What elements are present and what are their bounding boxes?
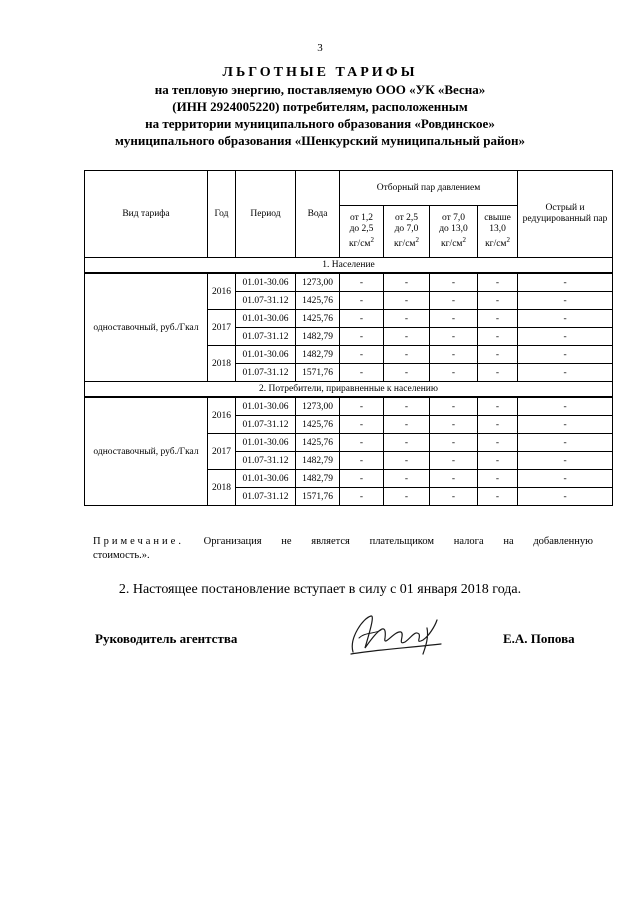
empty-value-cell: - bbox=[518, 488, 613, 506]
title-line-3: (ИНН 2924005220) потребителям, расположенным bbox=[172, 99, 468, 114]
period-cell: 01.07-31.12 bbox=[236, 364, 296, 382]
water-value-cell: 1482,79 bbox=[296, 346, 340, 364]
empty-value-cell: - bbox=[518, 292, 613, 310]
unit-superscript: 2 bbox=[462, 235, 466, 244]
empty-value-cell: - bbox=[340, 397, 384, 416]
empty-value-cell: - bbox=[518, 416, 613, 434]
tariff-type-cell: одноставочный, руб./Гкал bbox=[85, 397, 208, 506]
header-pressure-1 bbox=[340, 206, 384, 258]
empty-value-cell: - bbox=[478, 292, 518, 310]
pressure-label-line: от 1,2 bbox=[349, 212, 374, 223]
empty-value-cell: - bbox=[430, 273, 478, 292]
note-word: налога bbox=[453, 536, 484, 547]
note-word: добавленную bbox=[533, 536, 593, 547]
empty-value-cell: - bbox=[430, 364, 478, 382]
title-line-1: ЛЬГОТНЫЕ ТАРИФЫ bbox=[222, 65, 418, 80]
empty-value-cell: - bbox=[478, 346, 518, 364]
table-header bbox=[85, 171, 613, 258]
pressure-label-line: до 7,0 bbox=[394, 223, 419, 234]
empty-value-cell: - bbox=[518, 273, 613, 292]
period-cell: 01.01-30.06 bbox=[236, 346, 296, 364]
tariff-type-cell: одноставочный, руб./Гкал bbox=[85, 273, 208, 382]
empty-value-cell: - bbox=[518, 470, 613, 488]
period-cell: 01.01-30.06 bbox=[236, 310, 296, 328]
empty-value-cell: - bbox=[430, 292, 478, 310]
document-title bbox=[0, 64, 640, 149]
tariff-table bbox=[84, 170, 613, 506]
empty-value-cell: - bbox=[340, 488, 384, 506]
empty-value-cell: - bbox=[518, 397, 613, 416]
pressure-label-line: $кг/см^2$ bbox=[349, 235, 374, 250]
empty-value-cell: - bbox=[384, 416, 430, 434]
signatory-name: Е.А. Попова bbox=[503, 631, 575, 646]
empty-value-cell: - bbox=[384, 470, 430, 488]
year-cell: 2018 bbox=[208, 346, 236, 382]
empty-value-cell: - bbox=[518, 364, 613, 382]
empty-value-cell: - bbox=[340, 346, 384, 364]
note-word: Организация bbox=[203, 536, 262, 547]
note-line-2: стоимость.». bbox=[93, 550, 150, 561]
note-word: является bbox=[311, 536, 350, 547]
water-value-cell: 1425,76 bbox=[296, 416, 340, 434]
water-value-cell: 1482,79 bbox=[296, 470, 340, 488]
empty-value-cell: - bbox=[518, 452, 613, 470]
pressure-label-line: от 2,5 bbox=[394, 212, 419, 223]
empty-value-cell: - bbox=[478, 397, 518, 416]
period-cell: 01.07-31.12 bbox=[236, 292, 296, 310]
empty-value-cell: - bbox=[430, 470, 478, 488]
empty-value-cell: - bbox=[430, 397, 478, 416]
handwritten-signature bbox=[345, 608, 445, 664]
page-number: 3 bbox=[317, 42, 323, 54]
pressure-label-line: до 13,0 bbox=[439, 223, 468, 234]
empty-value-cell: - bbox=[478, 488, 518, 506]
empty-value-cell: - bbox=[518, 434, 613, 452]
note-word: не bbox=[281, 536, 292, 547]
period-cell: 01.01-30.06 bbox=[236, 470, 296, 488]
empty-value-cell: - bbox=[384, 364, 430, 382]
period-cell: 01.01-30.06 bbox=[236, 273, 296, 292]
water-value-cell: 1482,79 bbox=[296, 328, 340, 346]
empty-value-cell: - bbox=[340, 328, 384, 346]
empty-value-cell: - bbox=[384, 397, 430, 416]
title-line-4: на территории муниципального образования «Ровдинское» bbox=[145, 116, 495, 131]
period-cell: 01.07-31.12 bbox=[236, 328, 296, 346]
empty-value-cell: - bbox=[384, 328, 430, 346]
unit-superscript: 2 bbox=[506, 235, 510, 244]
header-year: Год bbox=[208, 171, 236, 258]
section-title: 2. Потребители, приравненные к населению bbox=[85, 382, 613, 398]
header-tariff-type: Вид тарифа bbox=[85, 171, 208, 258]
year-cell: 2018 bbox=[208, 470, 236, 506]
empty-value-cell: - bbox=[478, 273, 518, 292]
note bbox=[93, 535, 593, 563]
header-period: Период bbox=[236, 171, 296, 258]
table-row bbox=[85, 273, 613, 292]
pressure-label-line: от 7,0 bbox=[441, 212, 466, 223]
empty-value-cell: - bbox=[340, 292, 384, 310]
title-line-5: муниципального образования «Шенкурский муниципальный район» bbox=[115, 133, 525, 148]
empty-value-cell: - bbox=[478, 416, 518, 434]
effective-date-statement: 2. Настоящее постановление вступает в силу с 01 января 2018 года. bbox=[118, 582, 522, 597]
empty-value-cell: - bbox=[478, 452, 518, 470]
period-cell: 01.07-31.12 bbox=[236, 416, 296, 434]
water-value-cell: 1482,79 bbox=[296, 452, 340, 470]
period-cell: 01.01-30.06 bbox=[236, 434, 296, 452]
pressure-label-line: $кг/см^2$ bbox=[485, 235, 510, 250]
empty-value-cell: - bbox=[478, 310, 518, 328]
header-sharp-steam: Острый и редуцированный пар bbox=[518, 171, 613, 258]
note-line-1 bbox=[93, 535, 593, 549]
empty-value-cell: - bbox=[340, 452, 384, 470]
unit-superscript: 2 bbox=[370, 235, 374, 244]
header-pressure-4 bbox=[478, 206, 518, 258]
note-label: Примечание. bbox=[93, 536, 184, 547]
empty-value-cell: - bbox=[340, 416, 384, 434]
section-row bbox=[85, 258, 613, 274]
year-cell: 2017 bbox=[208, 434, 236, 470]
empty-value-cell: - bbox=[384, 452, 430, 470]
water-value-cell: 1425,76 bbox=[296, 434, 340, 452]
empty-value-cell: - bbox=[478, 364, 518, 382]
empty-value-cell: - bbox=[430, 452, 478, 470]
header-pressure-2 bbox=[384, 206, 430, 258]
empty-value-cell: - bbox=[384, 434, 430, 452]
pressure-label-line: $кг/см^2$ bbox=[394, 235, 419, 250]
pressure-label-line: 13,0 bbox=[489, 223, 506, 234]
empty-value-cell: - bbox=[518, 328, 613, 346]
water-value-cell: 1273,00 bbox=[296, 397, 340, 416]
empty-value-cell: - bbox=[430, 346, 478, 364]
empty-value-cell: - bbox=[518, 310, 613, 328]
table-body bbox=[85, 258, 613, 506]
empty-value-cell: - bbox=[518, 346, 613, 364]
empty-value-cell: - bbox=[340, 434, 384, 452]
empty-value-cell: - bbox=[384, 488, 430, 506]
section-row bbox=[85, 382, 613, 398]
year-cell: 2016 bbox=[208, 397, 236, 434]
header-pressure-3 bbox=[430, 206, 478, 258]
empty-value-cell: - bbox=[384, 273, 430, 292]
pressure-label-line: $кг/см^2$ bbox=[441, 235, 466, 250]
water-value-cell: 1571,76 bbox=[296, 488, 340, 506]
title-line-2: на тепловую энергию, поставляемую ООО «УК «Весна» bbox=[154, 82, 486, 97]
empty-value-cell: - bbox=[340, 273, 384, 292]
empty-value-cell: - bbox=[430, 416, 478, 434]
period-cell: 01.07-31.12 bbox=[236, 452, 296, 470]
header-water: Вода bbox=[296, 171, 340, 258]
period-cell: 01.01-30.06 bbox=[236, 397, 296, 416]
water-value-cell: 1273,00 bbox=[296, 273, 340, 292]
year-cell: 2017 bbox=[208, 310, 236, 346]
signatory-title: Руководитель агентства bbox=[95, 631, 238, 646]
unit-superscript: 2 bbox=[415, 235, 419, 244]
header-steam: Отборный пар давлением bbox=[340, 171, 518, 206]
empty-value-cell: - bbox=[430, 310, 478, 328]
note-word: на bbox=[503, 536, 514, 547]
empty-value-cell: - bbox=[430, 488, 478, 506]
year-cell: 2016 bbox=[208, 273, 236, 310]
empty-value-cell: - bbox=[340, 310, 384, 328]
empty-value-cell: - bbox=[384, 292, 430, 310]
water-value-cell: 1425,76 bbox=[296, 310, 340, 328]
note-word: плательщиком bbox=[369, 536, 435, 547]
water-value-cell: 1571,76 bbox=[296, 364, 340, 382]
empty-value-cell: - bbox=[430, 434, 478, 452]
pressure-label-line: свыше bbox=[484, 212, 511, 223]
empty-value-cell: - bbox=[340, 470, 384, 488]
pressure-label-line: до 2,5 bbox=[349, 223, 374, 234]
period-cell: 01.07-31.12 bbox=[236, 488, 296, 506]
empty-value-cell: - bbox=[478, 434, 518, 452]
empty-value-cell: - bbox=[340, 364, 384, 382]
empty-value-cell: - bbox=[430, 328, 478, 346]
empty-value-cell: - bbox=[478, 470, 518, 488]
water-value-cell: 1425,76 bbox=[296, 292, 340, 310]
empty-value-cell: - bbox=[384, 310, 430, 328]
empty-value-cell: - bbox=[478, 328, 518, 346]
table-row bbox=[85, 397, 613, 416]
empty-value-cell: - bbox=[384, 346, 430, 364]
section-title: 1. Население bbox=[85, 258, 613, 274]
